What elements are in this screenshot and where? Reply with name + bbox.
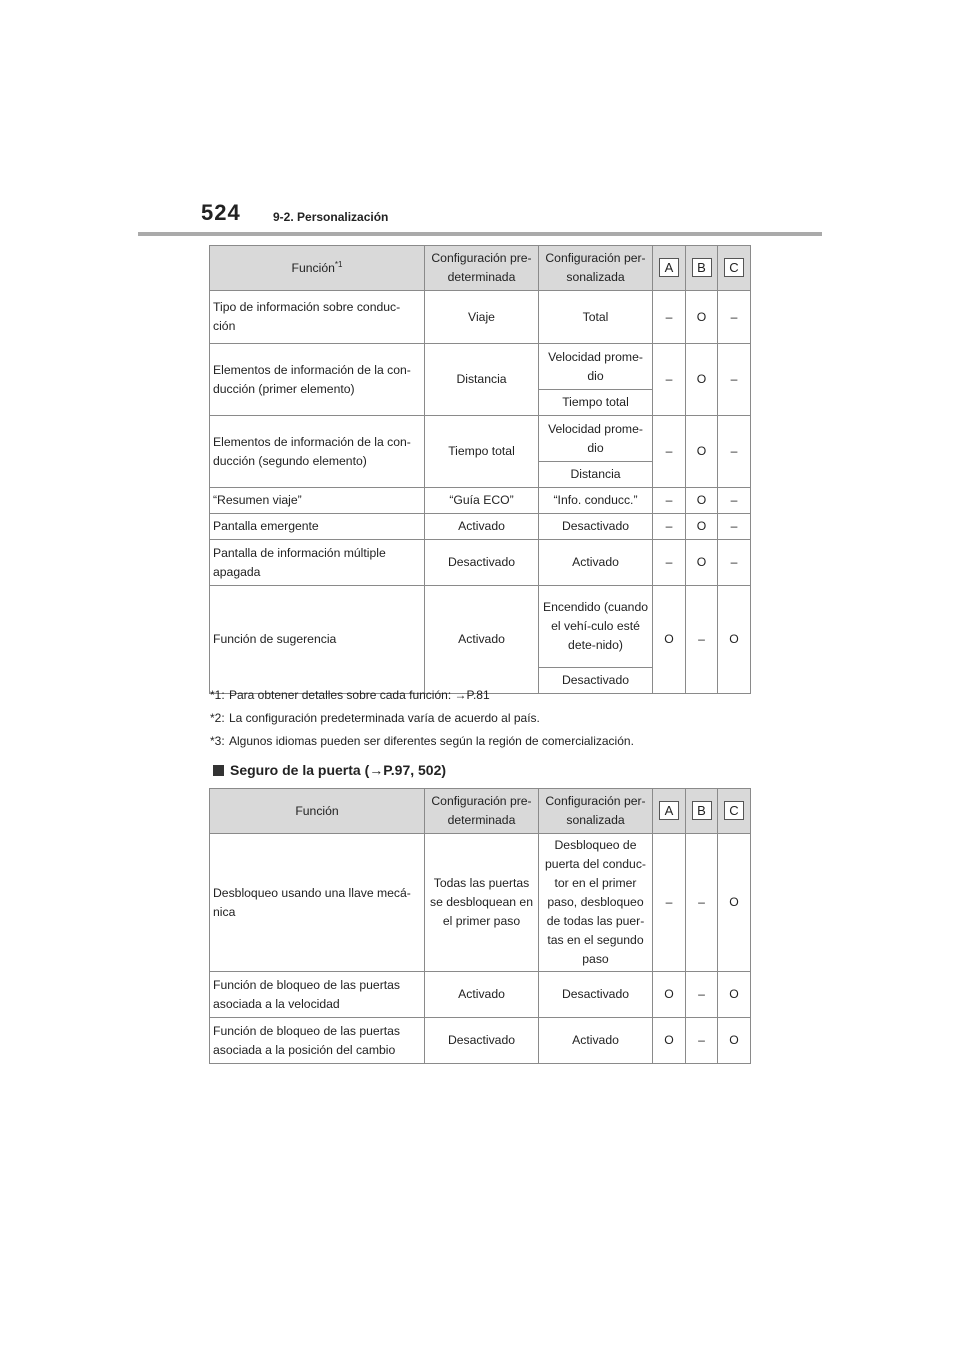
header-rule	[138, 232, 822, 236]
cell-b: –	[686, 972, 718, 1018]
table-row	[210, 834, 751, 972]
col-header-c: C	[718, 246, 751, 291]
cell-c: –	[718, 416, 751, 488]
cell-default: Tiempo total	[425, 416, 539, 488]
footnotes	[210, 688, 634, 757]
cell-funcion: Función de sugerencia	[210, 586, 425, 694]
page-number: 524	[201, 200, 241, 225]
cell-a: –	[653, 834, 686, 972]
col-header-custom: Configuración per-sonalizada	[539, 789, 653, 834]
table-row	[210, 540, 751, 586]
cell-default: “Guía ECO”	[425, 488, 539, 514]
cell-custom: Activado	[539, 540, 653, 586]
cell-funcion: Pantalla emergente	[210, 514, 425, 540]
cell-a: –	[653, 540, 686, 586]
cell-a: O	[653, 586, 686, 694]
cell-custom: Velocidad prome-dio	[539, 416, 653, 462]
footnote: *3: Algunos idiomas pueden ser diferentes según la región de comercialización.	[210, 734, 634, 748]
cell-custom: “Info. conducc.”	[539, 488, 653, 514]
col-header-funcion: Función	[210, 789, 425, 834]
cell-funcion: Función de bloqueo de las puertas asociada a la velocidad	[210, 972, 425, 1018]
col-header-default: Configuración pre-determinada	[425, 246, 539, 291]
cell-b: O	[686, 540, 718, 586]
cell-a: –	[653, 416, 686, 488]
cell-default: Activado	[425, 586, 539, 694]
cell-default: Viaje	[425, 291, 539, 344]
cell-b: –	[686, 586, 718, 694]
cell-c: –	[718, 488, 751, 514]
cell-custom: Activado	[539, 1018, 653, 1064]
cell-c: –	[718, 291, 751, 344]
cell-c: O	[718, 586, 751, 694]
cell-a: –	[653, 291, 686, 344]
col-header-a: A	[653, 246, 686, 291]
footnote: *2: La configuración predeterminada varía de acuerdo al país.	[210, 711, 540, 725]
settings-table-door-lock	[209, 788, 751, 1064]
cell-custom: Distancia	[539, 462, 653, 488]
col-header-default: Configuración pre-determinada	[425, 789, 539, 834]
cell-custom: Desbloqueo de puerta del conduc-tor en el primer paso, desbloqueo de todas las puer-tas en el segundo paso	[539, 834, 653, 972]
cell-default: Desactivado	[425, 1018, 539, 1064]
cell-funcion: Elementos de información de la con-ducción (segundo elemento)	[210, 416, 425, 488]
col-header-b: B	[686, 789, 718, 834]
cell-funcion: Función de bloqueo de las puertas asociada a la posición del cambio	[210, 1018, 425, 1064]
cell-b: O	[686, 344, 718, 416]
col-header-c: C	[718, 789, 751, 834]
cell-custom: Tiempo total	[539, 390, 653, 416]
col-header-custom: Configuración per-sonalizada	[539, 246, 653, 291]
cell-a: –	[653, 514, 686, 540]
cell-custom: Desactivado	[539, 972, 653, 1018]
cell-default: Activado	[425, 972, 539, 1018]
cell-custom: Encendido (cuando el vehí-culo esté dete-nido)	[539, 586, 653, 668]
cell-c: O	[718, 1018, 751, 1064]
cell-b: –	[686, 834, 718, 972]
cell-a: O	[653, 972, 686, 1018]
cell-b: –	[686, 1018, 718, 1064]
cell-custom: Desactivado	[539, 514, 653, 540]
cell-funcion: Pantalla de información múltiple apagada	[210, 540, 425, 586]
cell-a: O	[653, 1018, 686, 1064]
col-header-b: B	[686, 246, 718, 291]
cell-custom: Velocidad prome-dio	[539, 344, 653, 390]
cell-a: –	[653, 488, 686, 514]
cell-custom: Total	[539, 291, 653, 344]
cell-custom: Desactivado	[539, 668, 653, 694]
col-header-a: A	[653, 789, 686, 834]
cell-b: O	[686, 291, 718, 344]
table-row	[210, 344, 751, 390]
cell-funcion: Desbloqueo usando una llave mecá-nica	[210, 834, 425, 972]
table-row	[210, 291, 751, 344]
cell-funcion: “Resumen viaje”	[210, 488, 425, 514]
cell-a: –	[653, 344, 686, 416]
square-bullet-icon	[213, 765, 224, 776]
table-row	[210, 972, 751, 1018]
cell-b: O	[686, 416, 718, 488]
cell-default: Distancia	[425, 344, 539, 416]
settings-table-display	[209, 245, 751, 694]
col-header-funcion: Función$^{*1}$	[210, 246, 425, 291]
table-row	[210, 1018, 751, 1064]
cell-c: O	[718, 834, 751, 972]
cell-funcion: Elementos de información de la con-ducción (primer elemento)	[210, 344, 425, 416]
cell-c: –	[718, 344, 751, 416]
table-row	[210, 488, 751, 514]
table-row	[210, 416, 751, 462]
section-heading-door-lock: Seguro de la puerta (→P.97, 502)	[213, 762, 446, 778]
cell-b: O	[686, 514, 718, 540]
cell-c: –	[718, 540, 751, 586]
cell-default: Desactivado	[425, 540, 539, 586]
cell-c: O	[718, 972, 751, 1018]
footnote: *1: Para obtener detalles sobre cada función: →P.81	[210, 688, 490, 702]
table-row	[210, 586, 751, 668]
table-header-row	[210, 246, 751, 291]
table-header-row	[210, 789, 751, 834]
cell-c: –	[718, 514, 751, 540]
cell-funcion: Tipo de información sobre conduc-ción	[210, 291, 425, 344]
cell-default: Activado	[425, 514, 539, 540]
table-row	[210, 514, 751, 540]
section-title: 9-2. Personalización	[273, 210, 389, 224]
cell-b: O	[686, 488, 718, 514]
cell-default: Todas las puertas se desbloquean en el primer paso	[425, 834, 539, 972]
